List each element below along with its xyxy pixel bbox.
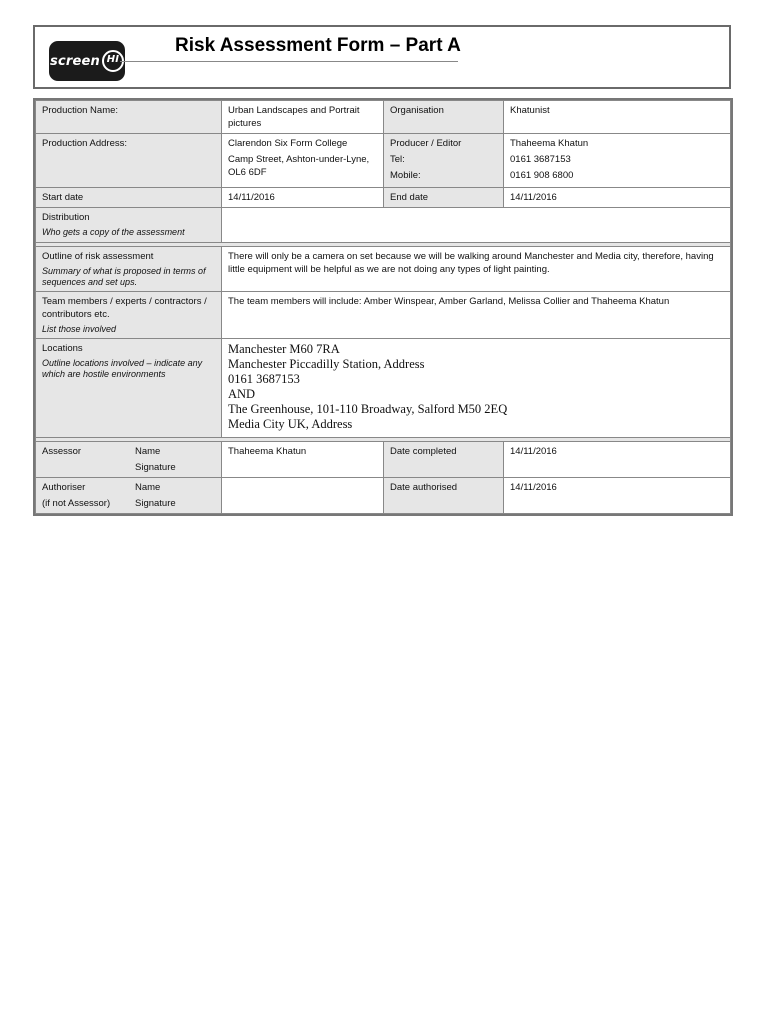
team-sub: List those involved [42, 324, 117, 334]
authoriser-sub: (if not Assessor) [42, 498, 111, 509]
screen-hi-logo [49, 41, 125, 81]
address-line-2: Camp Street, Ashton-under-Lyne, OL6 6DF [228, 154, 370, 178]
start-date-label: Start date [36, 188, 222, 208]
location-line: 0161 3687153 [228, 372, 300, 386]
risk-assessment-form [33, 98, 733, 516]
outline-sub: Summary of what is proposed in terms of sequences and set ups. [42, 266, 206, 287]
start-date-value[interactable]: 14/11/2016 [222, 188, 384, 208]
producer-label-cell [384, 134, 504, 188]
location-line: Manchester M60 7RA [228, 342, 340, 356]
location-line: AND [228, 387, 256, 401]
row-authoriser [36, 478, 731, 514]
form-header [33, 25, 731, 89]
authoriser-label-cell [36, 478, 222, 514]
location-line: Media City UK, Address [228, 417, 353, 431]
date-authorised-value[interactable]: 14/11/2016 [504, 478, 731, 514]
outline-label-cell [36, 247, 222, 292]
tel-label: Tel: [390, 154, 405, 165]
organisation-label: Organisation [384, 101, 504, 134]
mobile-label: Mobile: [390, 170, 421, 181]
assessor-signature-label: Signature [135, 462, 176, 473]
location-line: The Greenhouse, 101-110 Broadway, Salford M50 2EQ [228, 402, 508, 416]
outline-value[interactable]: There will only be a camera on set because we will be walking around Manchester and Media city, therefore, having little equipment will be helpful as we are not doing any types of light painting. [222, 247, 731, 292]
logo-text: screen [50, 53, 100, 69]
end-date-value[interactable]: 14/11/2016 [504, 188, 731, 208]
row-assessor [36, 442, 731, 478]
distribution-label-cell [36, 208, 222, 243]
assessor-label: Assessor [42, 446, 82, 457]
producer-value-cell[interactable] [504, 134, 731, 188]
row-production-address [36, 134, 731, 188]
locations-label-cell [36, 339, 222, 438]
date-completed-label: Date completed [384, 442, 504, 478]
row-outline [36, 247, 731, 292]
distribution-sub: Who gets a copy of the assessment [42, 227, 185, 237]
authoriser-label: Authoriser [42, 482, 86, 493]
producer-label: Producer / Editor [390, 138, 462, 149]
team-label: Team members / experts / contractors / contributors etc. [42, 296, 207, 320]
assessor-name-label: Name [135, 446, 161, 457]
row-dates [36, 188, 731, 208]
distribution-value[interactable] [222, 208, 731, 243]
page-title: Risk Assessment Form – Part A [175, 35, 461, 56]
logo-badge: HI [102, 50, 124, 72]
production-name-value[interactable]: Urban Landscapes and Portrait pictures [222, 101, 384, 134]
assessor-name-value[interactable]: Thaheema Khatun [222, 442, 384, 478]
date-authorised-label: Date authorised [384, 478, 504, 514]
team-label-cell [36, 292, 222, 339]
organisation-value[interactable]: Khatunist [504, 101, 731, 134]
row-team [36, 292, 731, 339]
authoriser-signature-label: Signature [135, 498, 176, 509]
producer-tel: 0161 3687153 [510, 154, 571, 165]
locations-label: Locations [42, 343, 83, 354]
distribution-label: Distribution [42, 212, 90, 223]
authoriser-name-value[interactable] [222, 478, 384, 514]
locations-value[interactable] [222, 339, 731, 438]
producer-name: Thaheema Khatun [510, 138, 589, 149]
team-value[interactable]: The team members will include: Amber Winspear, Amber Garland, Melissa Collier and Thaheema Khatun [222, 292, 731, 339]
location-line: Manchester Piccadilly Station, Address [228, 357, 425, 371]
end-date-label: End date [384, 188, 504, 208]
address-line-1: Clarendon Six Form College [228, 138, 348, 149]
producer-mobile: 0161 908 6800 [510, 170, 574, 181]
title-underline [120, 61, 458, 62]
date-completed-value[interactable]: 14/11/2016 [504, 442, 731, 478]
outline-label: Outline of risk assessment [42, 251, 154, 262]
production-name-label: Production Name: [36, 101, 222, 134]
row-distribution [36, 208, 731, 243]
assessor-label-cell [36, 442, 222, 478]
production-address-value[interactable] [222, 134, 384, 188]
production-address-label: Production Address: [36, 134, 222, 188]
locations-sub: Outline locations involved – indicate any which are hostile environments [42, 358, 203, 379]
authoriser-name-label: Name [135, 482, 161, 493]
row-locations [36, 339, 731, 438]
row-production-name [36, 101, 731, 134]
